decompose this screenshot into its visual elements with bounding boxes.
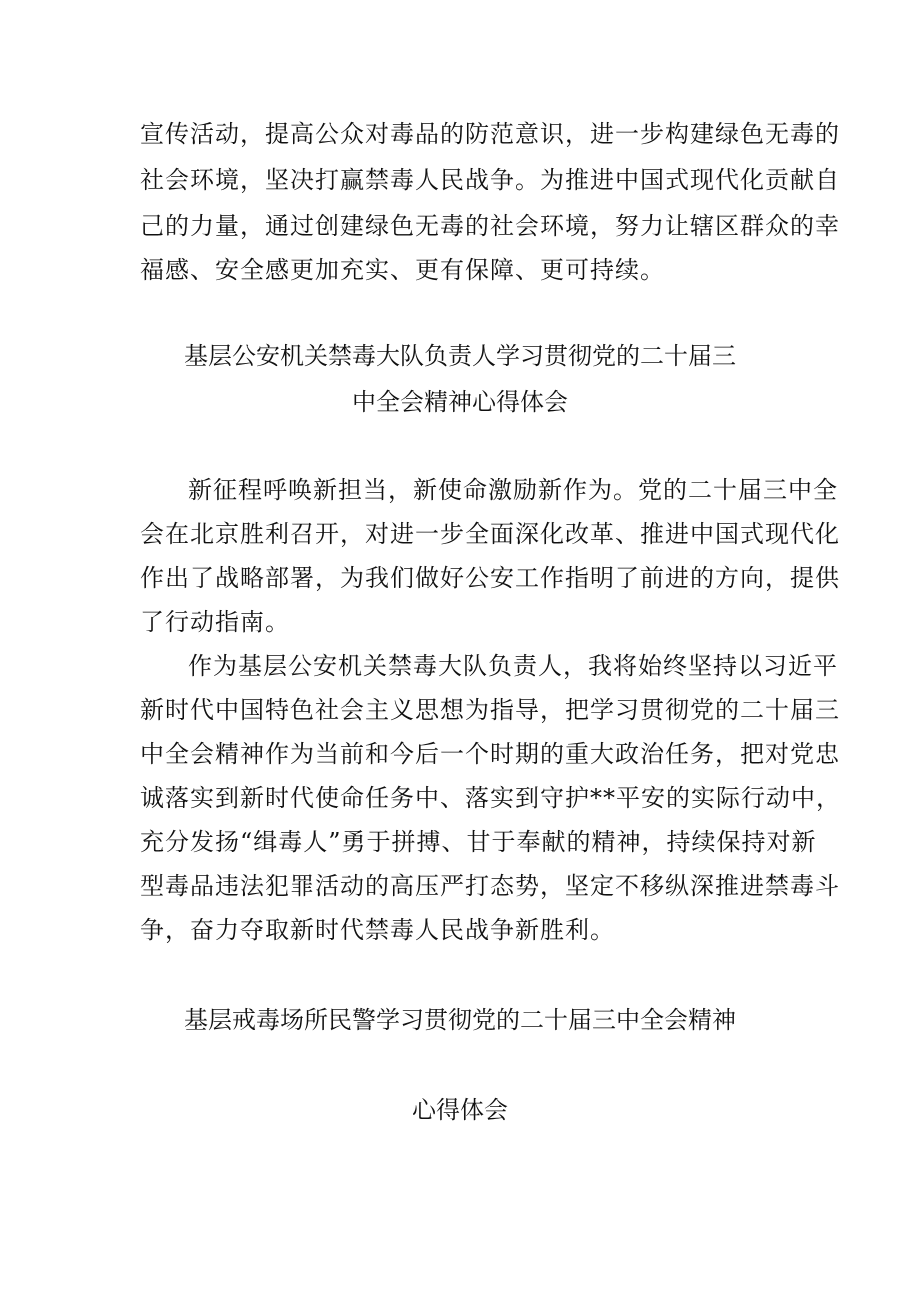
section1-para1-line-1: 新征程呼唤新担当，新使命激励新作为。党的二十届三中全 <box>188 476 838 504</box>
section1-para1-line-4: 了行动指南。 <box>140 608 290 636</box>
intro-line-2: 社会环境，坚决打赢禁毒人民战争。为推进中国式现代化贡献自 <box>140 166 840 194</box>
section1-title-line-1: 基层公安机关禁毒大队负责人学习贯彻党的二十届三 <box>184 342 736 370</box>
intro-line-3: 己的力量，通过创建绿色无毒的社会环境，努力让辖区群众的幸 <box>140 212 840 240</box>
section1-title-line-2: 中全会精神心得体会 <box>352 388 568 416</box>
section1-para2-line-6: 型毒品违法犯罪活动的高压严打态势，坚定不移纵深推进禁毒斗 <box>140 872 840 900</box>
section2-title-line-1: 基层戒毒场所民警学习贯彻党的二十届三中全会精神 <box>184 1006 736 1034</box>
section1-para2-line-3: 中全会精神作为当前和今后一个时期的重大政治任务，把对党忠 <box>140 740 840 768</box>
section1-para2-line-2: 新时代中国特色社会主义思想为指导，把学习贯彻党的二十届三 <box>140 696 840 724</box>
section1-para2-line-5: 充分发扬“缉毒人”勇于拼搏、甘于奉献的精神，持续保持对新 <box>140 828 817 856</box>
section1-para1-line-3: 作出了战略部署，为我们做好公安工作指明了前进的方向，提供 <box>140 564 840 592</box>
section2-title-line-2: 心得体会 <box>412 1096 508 1124</box>
section1-para2-line-4: 诚落实到新时代使命任务中、落实到守护**平安的实际行动中， <box>140 784 841 812</box>
intro-line-4: 福感、安全感更加充实、更有保障、更可持续。 <box>140 256 665 284</box>
section1-para1-line-2: 会在北京胜利召开，对进一步全面深化改革、推进中国式现代化 <box>140 520 840 548</box>
section1-para2-line-1: 作为基层公安机关禁毒大队负责人，我将始终坚持以习近平 <box>188 652 838 680</box>
intro-line-1: 宣传活动，提高公众对毒品的防范意识，进一步构建绿色无毒的 <box>140 120 840 148</box>
section1-para2-line-7: 争，奋力夺取新时代禁毒人民战争新胜利。 <box>140 916 615 944</box>
